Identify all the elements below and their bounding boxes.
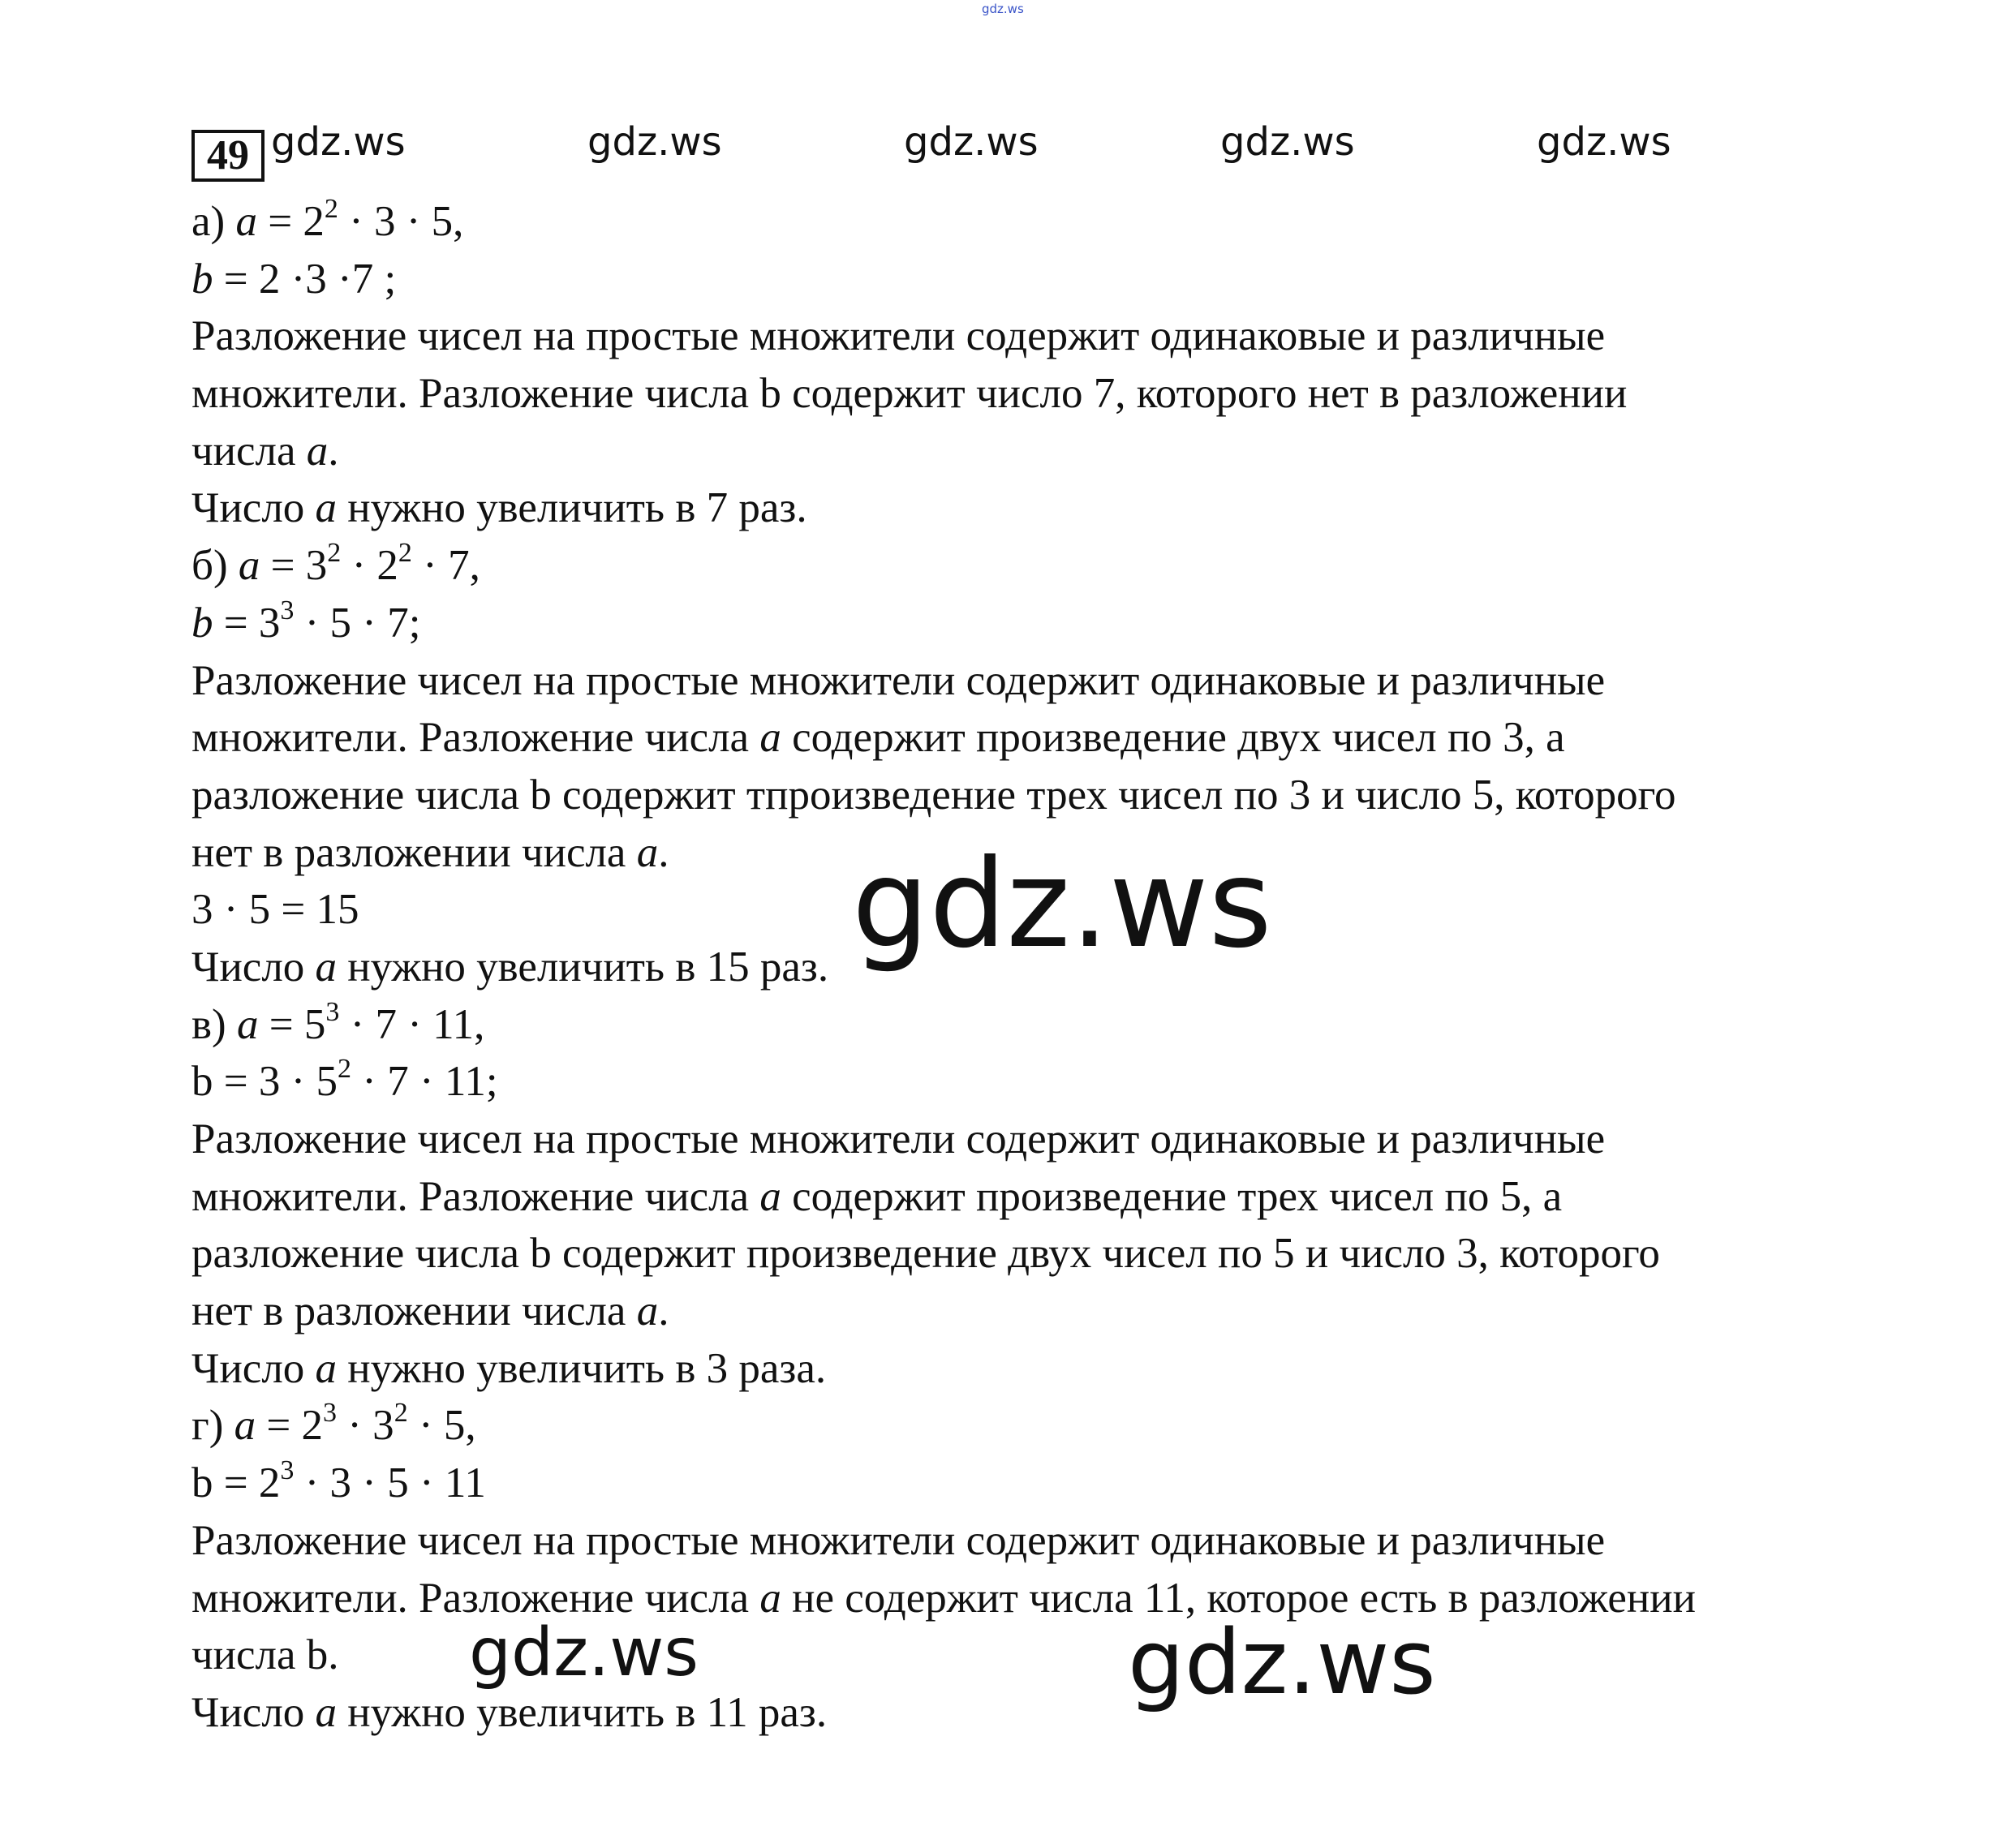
watermark-large: gdz.ws <box>469 1614 699 1691</box>
text-line: разложение числа b содержит тпроизведение трех чисел по 3 и число 5, которого <box>191 771 1676 819</box>
text-line: множители. Разложение числа a не содержит числа 11, которое есть в разложении <box>191 1574 1696 1622</box>
watermark-large: gdz.ws <box>852 834 1272 975</box>
part-b-equation-b: $b = 3^3 \cdot 5 \cdot 7$; <box>191 595 421 647</box>
text-line: нет в разложении числа a. <box>191 828 669 876</box>
part-c-equation-b: $b = 3 \cdot 5^2 \cdot 7 \cdot 11$; <box>191 1054 498 1106</box>
text-line: Разложение чисел на простые множители содержит одинаковые и различные <box>191 1115 1606 1163</box>
part-b-answer: Число a нужно увеличить в 15 раз. <box>191 943 829 991</box>
text-line: числа a. <box>191 427 339 475</box>
watermark: gdz.ws <box>587 119 722 165</box>
watermark: gdz.ws <box>1220 119 1355 165</box>
part-a-equation-a: а) $a = 2^2 \cdot 3 \cdot 5$, <box>191 194 464 245</box>
part-d-equation-a: г) $a = 2^3 \cdot 3^2 \cdot 5$, <box>191 1398 476 1450</box>
part-d-equation-b: $b = 2^3 \cdot 3 \cdot 5 \cdot 11$ <box>191 1455 486 1507</box>
text-line: множители. Разложение числа b содержит число 7, которого нет в разложении <box>191 370 1628 418</box>
part-d-answer: Число a нужно увеличить в 11 раз. <box>191 1688 828 1736</box>
text-line: нет в разложении числа a. <box>191 1287 669 1335</box>
text-line: множители. Разложение числа a содержит произведение двух чисел по 3, а <box>191 714 1565 762</box>
part-b-calculation: 3 · 5 = 15 <box>191 886 359 934</box>
part-b-equation-a: б) $a = 3^2 \cdot 2^2 \cdot 7$, <box>191 538 480 590</box>
text-line: Разложение чисел на простые множители содержит одинаковые и различные <box>191 312 1606 360</box>
part-c-answer: Число a нужно увеличить в 3 раза. <box>191 1344 827 1392</box>
text-line: Разложение чисел на простые множители содержит одинаковые и различные <box>191 1516 1606 1564</box>
text-line: множители. Разложение числа a содержит произведение трех чисел по 5, а <box>191 1172 1563 1220</box>
part-a-answer: Число a нужно увеличить в 7 раз. <box>191 484 807 532</box>
watermark: gdz.ws <box>904 119 1039 165</box>
watermark: gdz.ws <box>1537 119 1671 165</box>
part-a-equation-b: b = 2 ·3 ·7 ; <box>191 255 397 303</box>
text-line: числа b. <box>191 1631 339 1679</box>
watermark-large: gdz.ws <box>1128 1610 1436 1714</box>
problem-number-box: 49 <box>191 130 265 182</box>
watermark: gdz.ws <box>271 119 406 165</box>
text-line: разложение числа b содержит произведение двух чисел по 5 и число 3, которого <box>191 1230 1660 1278</box>
part-c-equation-a: в) $a = 5^3 \cdot 7 \cdot 11$, <box>191 996 485 1048</box>
text-line: Разложение чисел на простые множители содержит одинаковые и различные <box>191 656 1606 704</box>
top-watermark-mark: gdz.ws <box>982 2 1024 16</box>
